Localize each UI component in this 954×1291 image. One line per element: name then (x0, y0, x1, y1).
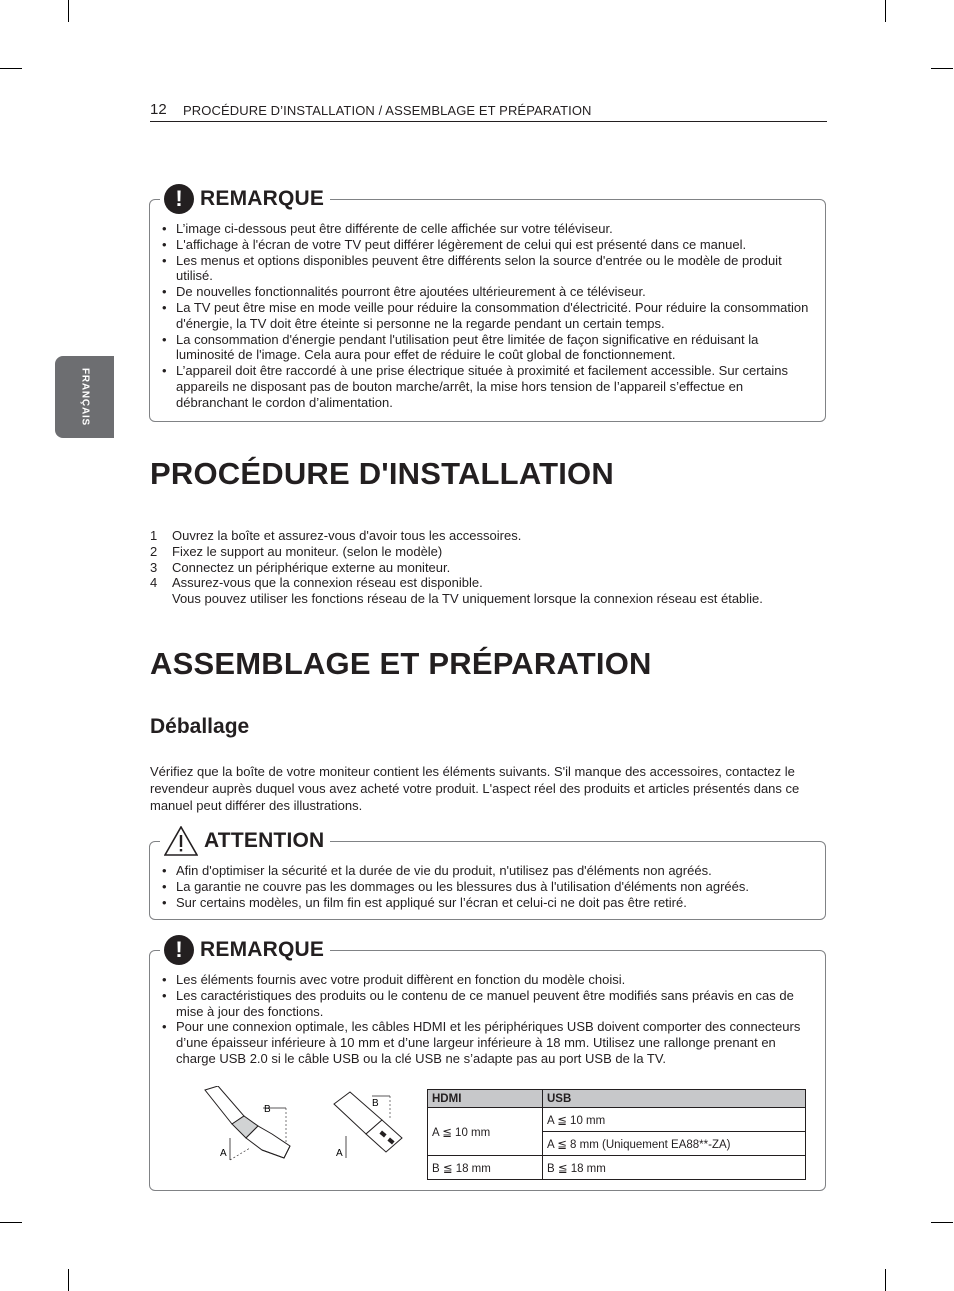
step-text: Assurez-vous que la connexion réseau est disponible. (172, 575, 483, 591)
list-item: • De nouvelles fonctionnalités pourront être ajoutées ultérieurement à ce téléviseur. (162, 284, 815, 300)
attention-list (162, 863, 815, 910)
step-number: 1 (150, 528, 158, 543)
attention-box (149, 829, 826, 920)
list-item: • Les éléments fournis avec votre produit diffèrent en fonction du modèle choisi. (162, 972, 815, 988)
install-steps (150, 528, 830, 607)
list-item: • Pour une connexion optimale, les câbles HDMI et les périphériques USB doivent comporter des connecteurs d’une épaisseur inférieure à 10 mm et d’une largeur inférieure à 18 mm. Utilisez une rallonge prenant en charge USB 2.0 si le câble USB ou la clé USB ne s’adapte pas au port USB de la TV. (162, 1019, 815, 1066)
crop-mark (885, 1269, 886, 1291)
table-cell: B ≦ 18 mm (543, 1156, 806, 1180)
table-header-hdmi: HDMI (428, 1090, 543, 1108)
dimension-label-b: B (372, 1098, 379, 1109)
warning-triangle-icon (164, 826, 198, 856)
table-row (428, 1156, 806, 1180)
list-item: • La consommation d'énergie pendant l'utilisation peut être limitée de façon significative en réduisant la luminosité de l'image. Cela aura pour effet de réduire le coût global de fonctionnement. (162, 332, 815, 364)
header-title: PROCÉDURE D’INSTALLATION / ASSEMBLAGE ET PRÉPARATION (183, 103, 592, 118)
crop-mark (931, 68, 953, 69)
list-item: • L'affichage à l'écran de votre TV peut différer légèrement de celui qui est présenté dans ce manuel. (162, 237, 815, 253)
page-header (150, 101, 827, 122)
remark-box-1 (149, 186, 826, 422)
table-cell: A ≦ 10 mm (543, 1108, 806, 1132)
remark-title: REMARQUE (200, 187, 325, 210)
step-number: 2 (150, 543, 158, 559)
usb-connector-illustration (330, 1086, 410, 1164)
list-item: • L’appareil doit être raccordé à une prise électrique située à proximité et facilement accessible. Sur certains appareils ne disposant pas de bouton marche/arrêt, la mise hors tension de l’appareil s’effectue en débranchant le cordon d’alimentation. (162, 363, 815, 410)
step-text: Ouvrez la boîte et assurez-vous d'avoir tous les accessoires. (172, 528, 522, 543)
list-item: • Afin d'optimiser la sécurité et la durée de vie du produit, n'utilisez pas d'éléments non agréés. (162, 863, 815, 879)
table-cell: A ≦ 10 mm (428, 1108, 543, 1156)
hdmi-connector-illustration (200, 1086, 300, 1164)
step-number: 4 (150, 575, 158, 591)
table-header-usb: USB (543, 1090, 806, 1108)
dimension-label-a: A (220, 1148, 227, 1159)
exclamation-circle-icon: ! (164, 184, 194, 214)
remark-box-title (160, 184, 330, 214)
list-item: • L’image ci-dessous peut être différente de celle affichée sur votre téléviseur. (162, 221, 815, 237)
unpacking-heading: Déballage (150, 715, 250, 738)
list-item: • La garantie ne couvre pas les dommages ou les blessures dus à l'utilisation d'éléments non agréés. (162, 879, 815, 895)
attention-box-title (160, 826, 330, 856)
step-item (150, 544, 830, 560)
remark-box-title (160, 935, 330, 965)
install-heading: PROCÉDURE D'INSTALLATION (150, 456, 614, 491)
crop-mark (68, 0, 69, 22)
table-cell: A ≦ 8 mm (Uniquement EA88**-ZA) (543, 1132, 806, 1156)
list-item: • Les menus et options disponibles peuvent être différents selon la source d'entrée ou le modèle de produit utilisé. (162, 253, 815, 285)
remark-list (162, 221, 815, 411)
step-item (150, 528, 830, 544)
unpacking-paragraph: Vérifiez que la boîte de votre moniteur contient les éléments suivants. S'il manque des accessoires, contactez le revendeur auprès duquel vous avez acheté votre produit. L'aspect réel des produits et articles présentés dans ce manuel peut différer des illustrations. (150, 764, 800, 813)
step-text: Connectez un périphérique externe au moniteur. (172, 559, 451, 575)
table-cell: B ≦ 18 mm (428, 1156, 543, 1180)
remark-title: REMARQUE (200, 938, 325, 961)
list-item: • La TV peut être mise en mode veille pour réduire la consommation d'électricité. Pour réduire la consommation d'énergie, la TV doit être éteinte si personne ne la regarde pendant un certain temps. (162, 300, 815, 332)
list-item: • Les caractéristiques des produits ou le contenu de ce manuel peuvent être modifiés sans préavis en cas de mise à jour des fonctions. (162, 988, 815, 1020)
step-number: 3 (150, 559, 158, 575)
page-number: 12 (150, 101, 167, 118)
exclamation-circle-icon: ! (164, 935, 194, 965)
language-tab (55, 356, 114, 438)
step-item (150, 575, 830, 607)
crop-mark (0, 68, 22, 69)
step-item (150, 560, 830, 576)
attention-title: ATTENTION (204, 829, 325, 852)
language-tab-label: FRANÇAIS (79, 367, 91, 427)
remark-list (162, 972, 815, 1067)
table-row (428, 1108, 806, 1132)
assembly-heading: ASSEMBLAGE ET PRÉPARATION (150, 646, 652, 681)
crop-mark (931, 1222, 953, 1223)
connector-size-table (427, 1089, 806, 1180)
dimension-label-a: A (336, 1148, 343, 1159)
list-item: • Sur certains modèles, un film fin est appliqué sur l’écran et celui-ci ne doit pas être retiré. (162, 895, 815, 911)
crop-mark (68, 1269, 69, 1291)
step-text: Fixez le support au moniteur. (selon le modèle) (172, 543, 443, 559)
crop-mark (885, 0, 886, 22)
crop-mark (0, 1222, 22, 1223)
step-subtext: Vous pouvez utiliser les fonctions réseau de la TV uniquement lorsque la connexion réseau est établie. (172, 591, 763, 607)
table-header-row (428, 1090, 806, 1108)
dimension-label-b: B (264, 1104, 271, 1115)
